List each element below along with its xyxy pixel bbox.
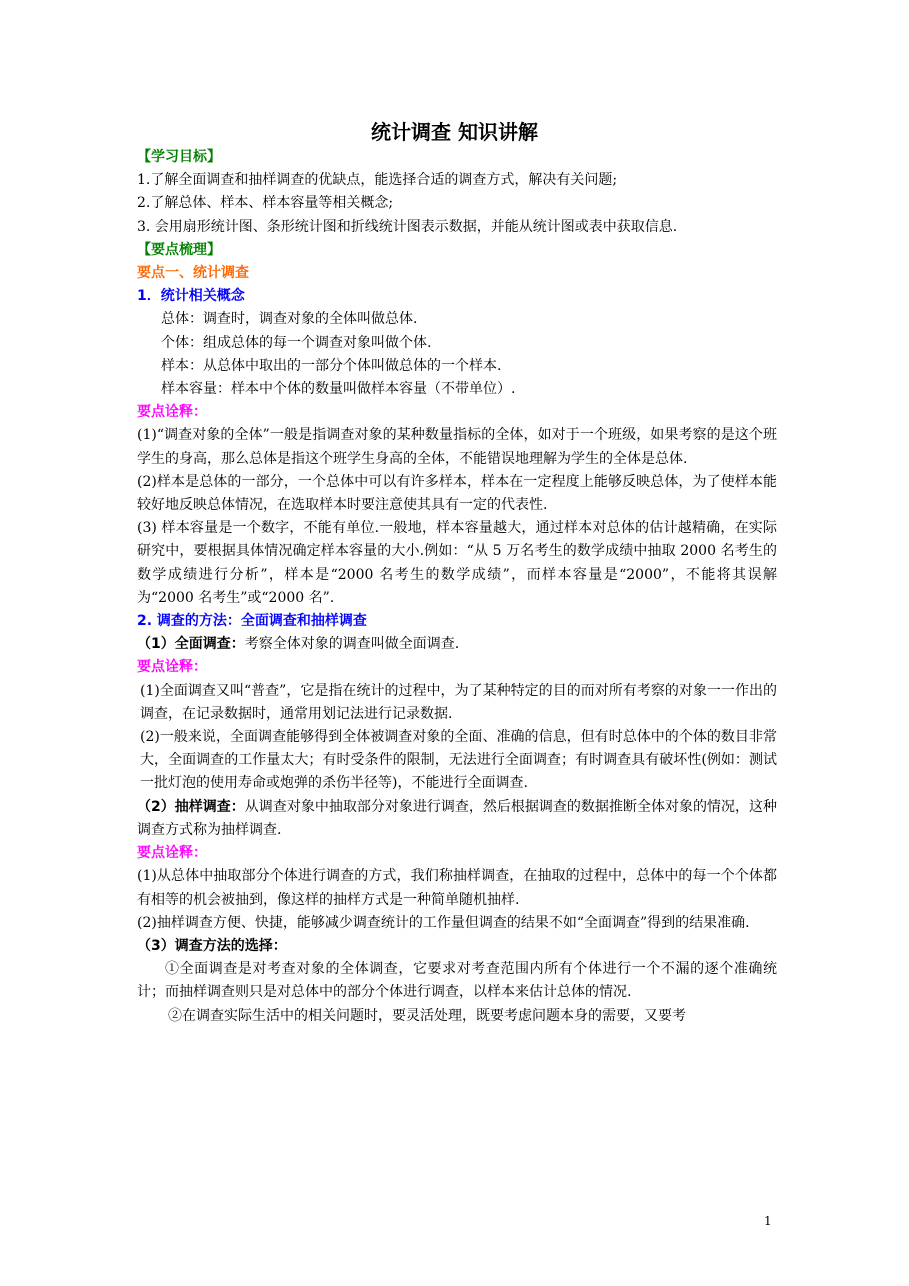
page-number: 1 (764, 1214, 772, 1228)
point-one-heading: 要点一、统计调查 (137, 265, 249, 282)
census-text: 考察全体对象的调查叫做全面调查. (244, 636, 460, 653)
note-label-3: 要点诠释： (137, 845, 207, 862)
census-definition (137, 633, 777, 656)
choice-heading: （3）调查方法的选择： (137, 937, 287, 954)
note-label-2: 要点诠释： (137, 659, 207, 676)
note1-item-3: (3) 样本容量是一个数字，不能有单位.一般地，样本容量越大，通过样本对总体的估计越精确，在实际研究中，要根据具体情况确定样本容量的大小.例如：“从 5 万名考生的数学成绩中抽取 2000 名考生的数学成绩进行分析”，样本是“2000 名考生的数学成绩”，而样本容量是“2000”，不能将其误解为“2000 名考生”或“2000 名”. (137, 520, 777, 606)
objective-item-1: 1.了解全面调查和抽样调查的优缺点，能选择合适的调查方式，解决有关问题; (137, 172, 618, 189)
concepts-heading: 1．统计相关概念 (137, 288, 245, 305)
page-title: 统计调查 知识讲解 (371, 120, 538, 144)
methods-heading: 2. 调查的方法：全面调查和抽样调查 (137, 613, 367, 630)
note3-item-2: (2)抽样调查方便、快捷，能够减少调查统计的工作量但调查的结果不如“全面调查”得到的结果准确. (137, 914, 750, 931)
note1-item-1: (1)“调查对象的全体”一般是指调查对象的某种数量指标的全体，如对于一个班级，如果考察的是这个班学生的身高，那么总体是指这个班学生身高的全体，不能错误地理解为学生的全体是总体. (137, 427, 777, 467)
concept-population: 总体：调查时，调查对象的全体叫做总体. (161, 311, 418, 328)
sampling-text: 从调查对象中抽取部分对象进行调查，然后根据调查的数据推断全体对象的情况，这种调查方式称为抽样调查. (137, 798, 778, 838)
choice-item-2: ②在调查实际生活中的相关问题时，要灵活处理，既要考虑问题本身的需要，又要考 (168, 1007, 686, 1024)
concept-sample-size: 样本容量：样本中个体的数量叫做样本容量（不带单位）. (161, 381, 516, 398)
objective-item-3: 3. 会用扇形统计图、条形统计图和折线统计图表示数据，并能从统计图或表中获取信息. (137, 218, 678, 235)
objectives-heading: 【学习目标】 (137, 149, 221, 165)
concept-sample: 样本：从总体中取出的一部分个体叫做总体的一个样本. (161, 357, 502, 374)
concept-individual: 个体：组成总体的每一个调查对象叫做个体. (161, 334, 432, 351)
note1-item-2: (2)样本是总体的一部分，一个总体中可以有许多样本，样本在一定程度上能够反映总体，为了使样本能较好地反映总体情况，在选取样本时要注意使其具有一定的代表性. (137, 473, 777, 514)
note2-item-1: (1)全面调查又叫“普查”，它是指在统计的过程中，为了某种特定的目的而对所有考察的对象一一作出的调查，在记录数据时，通常用划记法进行记录数据. (140, 682, 777, 722)
note2-item-2: (2)一般来说，全面调查能够得到全体被调查对象的全面、准确的信息，但有时总体中的个体的数目非常大，全面调查的工作量太大；有时受条件的限制，无法进行全面调查；有时调查具有破坏性(例如：测试一批灯泡的使用寿命或炮弹的杀伤半径等)，不能进行全面调查. (140, 729, 777, 792)
note3-item-1: (1)从总体中抽取部分个体进行调查的方式，我们称抽样调查，在抽取的过程中，总体中的每一个个体都有相等的机会被抽到，像这样的抽样方式是一种简单随机抽样. (137, 868, 777, 908)
objective-item-2: 2.了解总体、样本、样本容量等相关概念; (137, 195, 394, 212)
census-label: （1）全面调查： (137, 636, 245, 653)
choice-item-1: ①全面调查是对考查对象的全体调查，它要求对考查范围内所有个体进行一个不漏的逐个准确统计；而抽样调查则只是对总体中的部分个体进行调查，以样本来估计总体的情况. (137, 961, 777, 1001)
note-label-1: 要点诠释： (137, 404, 207, 421)
document-body (137, 146, 777, 1028)
sampling-label: （2）抽样调查： (137, 798, 245, 815)
sampling-definition (137, 796, 777, 842)
summary-heading: 【要点梳理】 (137, 241, 221, 258)
